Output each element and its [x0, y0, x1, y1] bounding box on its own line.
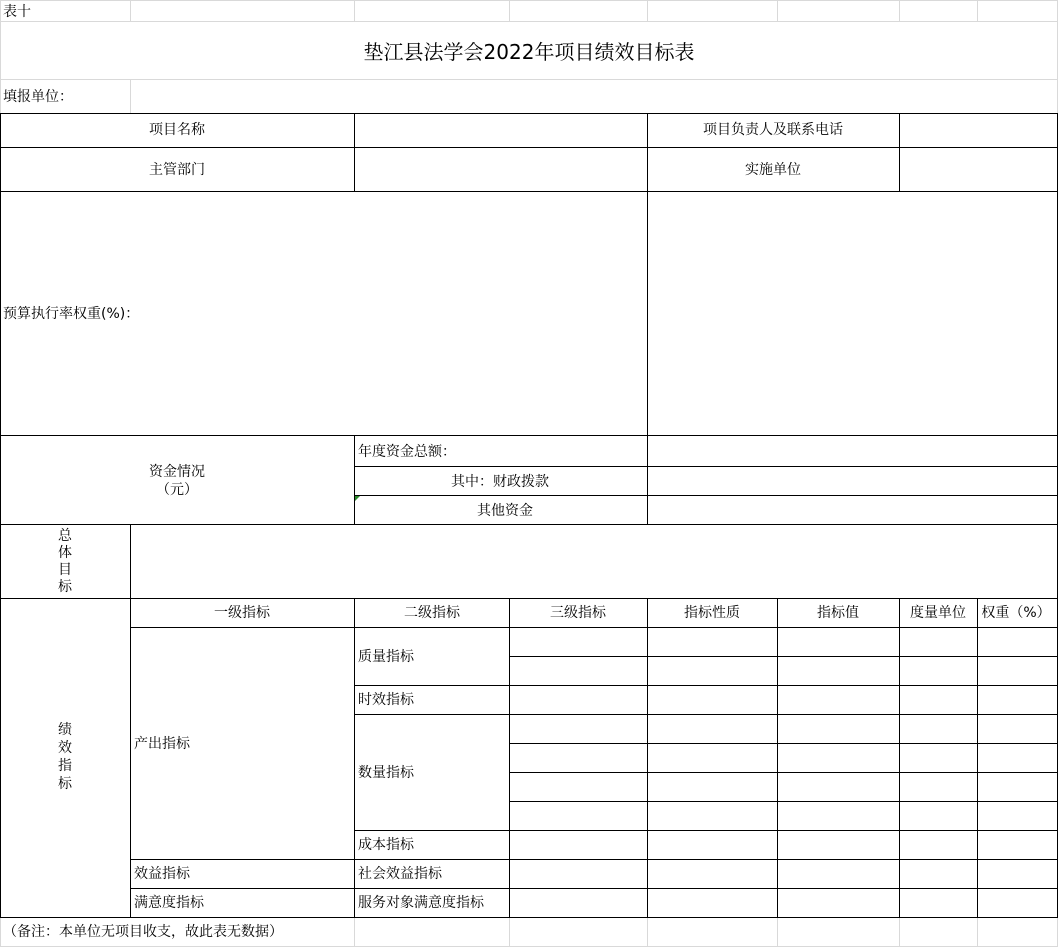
funds-total-value[interactable] — [648, 436, 1057, 466]
goal-value[interactable] — [131, 525, 1057, 598]
page-title: 垫江县法学会2022年项目绩效目标表 — [363, 40, 695, 64]
header-weight: 权重（%） — [981, 605, 1051, 621]
impl-unit-value[interactable] — [900, 148, 1057, 191]
budget-rate-label: 预算执行率权重(%)： — [3, 306, 140, 322]
header-value: 指标值 — [817, 605, 859, 621]
header-nature: 指标性质 — [684, 605, 740, 621]
header-level3: 三级指标 — [550, 605, 606, 621]
level1-satisfaction: 满意度指标 — [134, 895, 204, 911]
impl-unit-label: 实施单位 — [745, 162, 801, 178]
level2-quality: 质量指标 — [358, 649, 414, 665]
funds-other-value[interactable] — [648, 496, 1057, 524]
header-unit: 度量单位 — [910, 605, 966, 621]
level2-quantity: 数量指标 — [358, 765, 414, 781]
cell-comment-marker — [355, 496, 360, 501]
project-name-value[interactable] — [355, 114, 647, 147]
level2-timeliness: 时效指标 — [358, 692, 414, 708]
footnote: （备注：本单位无项目收支，故此表无数据） — [3, 924, 283, 940]
project-owner-label: 项目负责人及联系电话 — [703, 122, 843, 138]
level2-service: 服务对象满意度指标 — [358, 895, 484, 911]
funds-unit-label: （元） — [156, 482, 198, 498]
dept-value[interactable] — [355, 148, 647, 191]
fill-unit-label: 填报单位： — [3, 89, 73, 105]
header-level2: 二级指标 — [404, 605, 460, 621]
header-level1: 一级指标 — [214, 605, 270, 621]
funds-fiscal-label: 其中：财政拨款 — [451, 474, 549, 490]
level1-output: 产出指标 — [134, 736, 190, 752]
funds-other-label: 其他资金 — [477, 503, 533, 519]
funds-label: 资金情况 — [149, 464, 205, 480]
dept-label: 主管部门 — [149, 162, 205, 178]
budget-rate-value[interactable] — [648, 192, 1057, 435]
level2-social: 社会效益指标 — [358, 866, 442, 882]
project-owner-value[interactable] — [900, 114, 1057, 147]
level1-benefit: 效益指标 — [134, 866, 190, 882]
funds-fiscal-value[interactable] — [648, 467, 1057, 495]
project-name-label: 项目名称 — [149, 122, 205, 138]
level2-cost: 成本指标 — [358, 837, 414, 853]
funds-total-label: 年度资金总额： — [358, 444, 456, 460]
table-number: 表十 — [3, 4, 31, 20]
